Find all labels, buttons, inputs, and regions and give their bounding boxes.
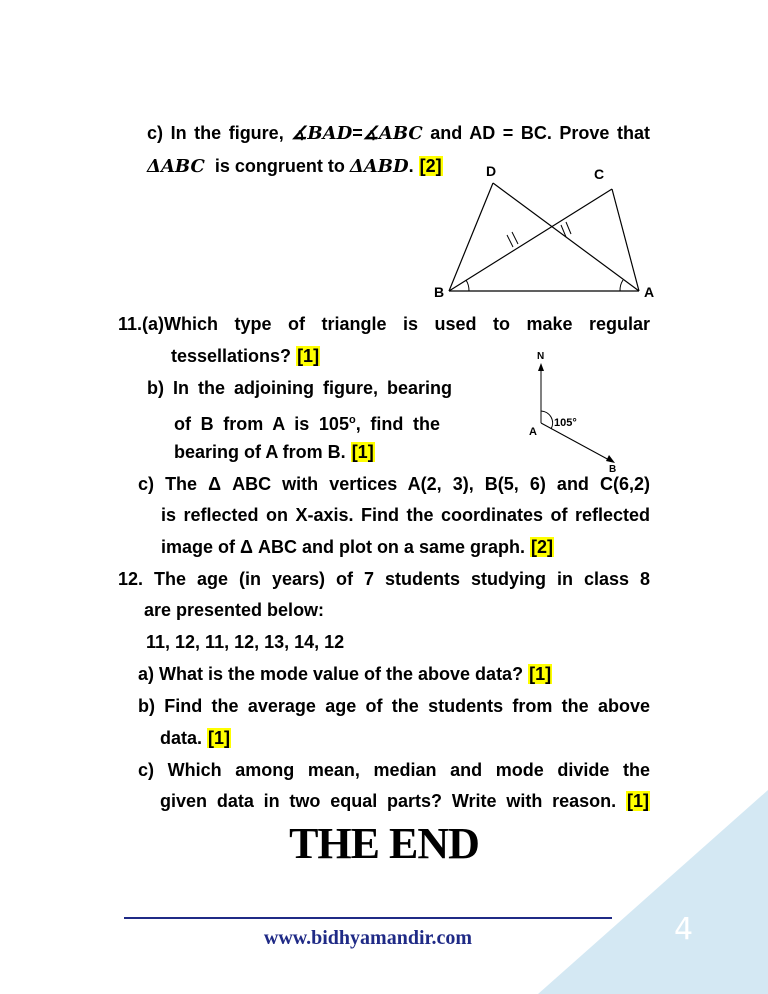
q12c-text-2: given data in two equal parts? Write with reason. <box>160 791 617 811</box>
q12c-text: c) Which among mean, median and mode divide the <box>138 760 650 780</box>
point-label-b: B <box>609 464 617 475</box>
period: . <box>408 156 414 176</box>
q12-text-2: are presented below: <box>144 600 325 620</box>
the-end-heading: THE END <box>289 819 479 868</box>
q11c-line3 <box>161 536 554 558</box>
marks-badge: [2] <box>531 537 553 557</box>
q10c-line1 <box>147 122 650 145</box>
q11c-line1 <box>138 473 650 495</box>
q11a-text: 11.(a)Which type of triangle is used to make regular <box>118 314 650 334</box>
degree-sup: o <box>348 414 356 426</box>
q12b-line1 <box>138 695 650 717</box>
triangle-figure <box>425 155 665 305</box>
point-label-a: A <box>529 426 537 438</box>
vertex-label-b: B <box>434 284 445 300</box>
footer-url: www.bidhyamandir.com <box>263 927 473 949</box>
q11b-line2 <box>174 409 440 435</box>
marks-badge: [1] <box>626 791 649 811</box>
q11b-text: b) In the adjoining figure, bearing <box>147 378 452 398</box>
triangle-abd: ΔABD <box>349 156 409 177</box>
marks-badge: [1] <box>297 346 320 366</box>
q10c-text-3: is congruent to <box>214 156 345 176</box>
q12-line1 <box>118 568 650 590</box>
q12b-text: b) Find the average age of the students from the above <box>138 696 650 716</box>
angle-label: 105° <box>554 417 577 429</box>
angle-abc: ∡ABC <box>362 123 423 144</box>
q12c-line1 <box>138 759 650 781</box>
q12c-line2 <box>160 790 650 812</box>
vertex-label-a: A <box>644 284 655 300</box>
q11b-line3 <box>174 441 375 463</box>
data-values: 11, 12, 11, 12, 13, 14, 12 <box>146 632 345 652</box>
q12a-text: a) What is the mode value of the above data? <box>138 664 524 684</box>
q12-text: 12. The age (in years) of 7 students studying in class 8 <box>118 569 650 589</box>
q12b-text-2: data. <box>160 728 203 748</box>
q11a-text-2: tessellations? <box>171 346 292 366</box>
q11c-line2 <box>161 504 650 526</box>
marks-badge: [1] <box>208 728 231 748</box>
bearing-figure <box>520 345 650 475</box>
marks-badge: [1] <box>351 442 374 462</box>
marks-badge: [2] <box>419 156 442 176</box>
q10c-line2 <box>147 155 443 178</box>
vertex-label-d: D <box>486 163 497 179</box>
q11a-line1 <box>118 313 650 335</box>
marks-badge: [1] <box>529 664 552 684</box>
q11b-text-4: bearing of A from B. <box>174 442 346 462</box>
page-number: 4 <box>674 912 694 947</box>
footer-rule <box>124 917 612 919</box>
q12-line2 <box>144 599 324 621</box>
q10c-text: c) In the figure, <box>147 123 284 143</box>
q10c-text-2: and AD = BC. Prove that <box>430 123 650 143</box>
q11c-text: c) The Δ ABC with vertices A(2, 3), B(5, 6) and C(6,2) <box>138 474 650 494</box>
vertex-label-c: C <box>594 166 605 182</box>
q11b-text-3: , find the <box>355 414 440 434</box>
north-label: N <box>537 351 545 362</box>
q12a-line <box>138 663 552 685</box>
triangle-abc: ΔABC <box>147 156 205 177</box>
q11a-line2 <box>171 345 320 367</box>
q11c-text-3: image of Δ ABC and plot on a same graph. <box>161 537 525 557</box>
q12-data <box>146 631 344 653</box>
equals-sign: = <box>352 123 363 143</box>
q11c-text-2: is reflected on X-axis. Find the coordinates of reflected <box>161 505 650 525</box>
angle-bad: ∡BAD <box>291 123 353 144</box>
q12b-line2 <box>160 727 231 749</box>
q11b-line1 <box>147 377 452 399</box>
q11b-text-2: of B from A is 105 <box>174 414 349 434</box>
